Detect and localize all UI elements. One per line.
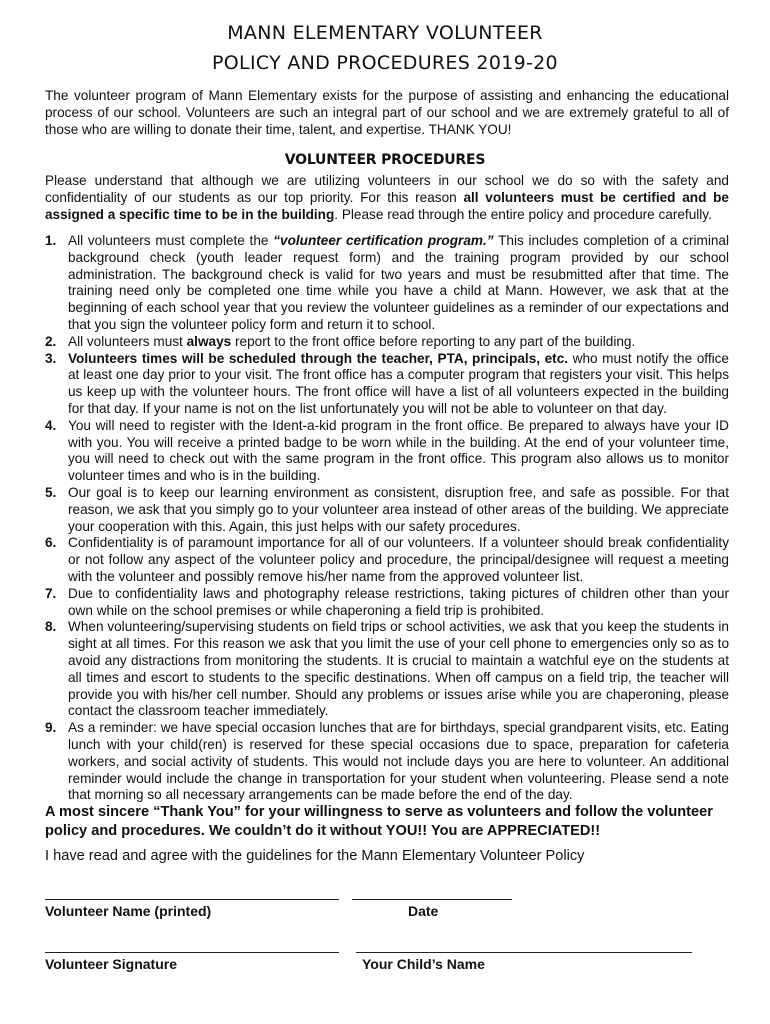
volunteer-signature-field[interactable] <box>45 952 339 953</box>
list-text: report to the front office before reporting to any part of the building. <box>231 333 636 349</box>
list-text: This includes completion of a criminal background check (youth leader request form) and the training program provided by our school administration. The background check is valid for two years and must be resubmitted after that time. The training need only be completed one time while you have a child at Mann. However, we ask that at the beginning of each school year that you review the volunteer guidelines as a reminder of our expectations and that you sign the volunteer policy form and return it to school. <box>68 233 729 332</box>
list-number: 2. <box>45 333 57 349</box>
list-item <box>45 418 729 485</box>
list-number: 9. <box>45 720 57 736</box>
volunteer-name-field[interactable] <box>45 899 339 900</box>
procedures-list <box>45 233 729 804</box>
list-item <box>45 334 729 351</box>
procedures-text-end: . Please read through the entire policy and procedure carefully. <box>334 206 712 222</box>
list-text: When volunteering/supervising students on field trips or school activities, we ask that you keep the students in sight at all times. For this reason we ask that you limit the use of your cell phone to emergencies only so as to avoid any distractions from monitoring the students. It is crucial to maintain a watchful eye on the students at all times and escort to students to the specific destinations. When off campus on a field trip, the teacher will provide you with his/her cell number. Should any problems or issues arise while you are chaperoning, please contact the classroom teacher immediately. <box>68 619 729 719</box>
procedures-text-bold: all volunteers must be certified and be assigned a specific time to be in the building <box>45 189 729 222</box>
list-number: 1. <box>45 233 57 248</box>
thank-you-statement: A most sincere “Thank You” for your willingness to serve as volunteers and follow the volunteer policy and procedures. We couldn’t do it without YOU!! You are APPRECIATED!! <box>45 804 713 839</box>
list-number: 7. <box>45 585 57 601</box>
list-item <box>45 720 729 804</box>
date-label: Date <box>408 903 439 919</box>
agreement-statement: I have read and agree with the guidelines for the Mann Elementary Volunteer Policy <box>45 848 585 864</box>
list-text: who must notify the office at least one day prior to your visit. The front office has a computer program that registers your visit. This helps us keep up with the volunteer hours. The front office will have a list of all volunteers expected in the building for that day. If your name is not on the list unfortunately you will not be able to volunteer on that day. <box>68 350 729 416</box>
list-text: All volunteers must complete the <box>68 233 274 248</box>
procedures-heading: VOLUNTEER PROCEDURES <box>284 152 486 168</box>
list-text-emphasis: always <box>186 333 232 349</box>
list-text: All volunteers must <box>68 333 187 349</box>
list-number: 3. <box>45 350 57 366</box>
volunteer-signature-label: Volunteer Signature <box>45 956 177 972</box>
title-line-2: POLICY AND PROCEDURES 2019-20 <box>212 52 558 74</box>
list-number: 6. <box>45 535 57 551</box>
procedures-paragraph <box>45 173 729 223</box>
child-name-field[interactable] <box>356 952 692 953</box>
volunteer-name-label: Volunteer Name (printed) <box>45 903 212 919</box>
list-number: 8. <box>45 619 57 635</box>
list-item <box>45 351 729 418</box>
list-text: As a reminder: we have special occasion lunches that are for birthdays, special grandparent visits, etc. Eating lunch with your child(ren) is reserved for these special occasions due to space, preparation for cafeteria workers, and social activity of students. This would not include days you are here to volunteer. An additional reminder would include the change in transportation for your student when volunteering. Please send a note that morning so all necessary arrangements can be made before the end of the day. <box>68 720 729 803</box>
title-line-1: MANN ELEMENTARY VOLUNTEER <box>227 22 543 44</box>
list-item <box>45 535 729 585</box>
procedures-text-start: Please understand that although we are utilizing volunteers in our school we do so with the safety and confidentiality of our students as our top priority. For this reason <box>45 173 729 205</box>
child-name-label: Your Child’s Name <box>362 956 485 972</box>
list-text: Due to confidentiality laws and photography release restrictions, taking pictures of children other than your own while on the school premises or while chaperoning a field trip is prohibited. <box>68 585 729 618</box>
list-text: Confidentiality is of paramount importance for all of our volunteers. If a volunteer should break confidentiality or not follow any aspect of the volunteer policy and procedure, the principal/designee will request a meeting with the volunteer and possibly remove his/her name from the approved volunteer list. <box>68 535 729 584</box>
date-field[interactable] <box>352 899 512 900</box>
list-item <box>45 233 729 334</box>
list-item <box>45 485 729 535</box>
list-text: Our goal is to keep our learning environment as consistent, disruption free, and safe as possible. For that reason, we ask that you simply go to your volunteer area instead of other areas of the building. We appreciate your cooperation with this. Again, this just helps with our safety procedures. <box>68 484 729 534</box>
list-text-emphasis: “volunteer certification program.” <box>273 233 494 248</box>
list-item <box>45 586 729 620</box>
list-number: 5. <box>45 484 57 500</box>
list-text: You will need to register with the Ident-a-kid program in the front office. Be prepared to always have your ID with you. You will receive a printed badge to be worn while in the building. At the end of your volunteer time, you will need to check out with the same program in the front office. This program also allows us to monitor volunteer times and who is in the building. <box>68 417 729 484</box>
intro-paragraph: The volunteer program of Mann Elementary exists for the purpose of assisting and enhancing the educational process of our school. Volunteers are such an integral part of our school and we are extremely grateful to all of those who are willing to donate their time, talent, and expertise. THANK YOU! <box>45 88 729 137</box>
list-text-emphasis: Volunteers times will be scheduled through the teacher, PTA, principals, etc. <box>68 350 569 366</box>
list-item <box>45 619 729 720</box>
list-number: 4. <box>45 417 57 433</box>
